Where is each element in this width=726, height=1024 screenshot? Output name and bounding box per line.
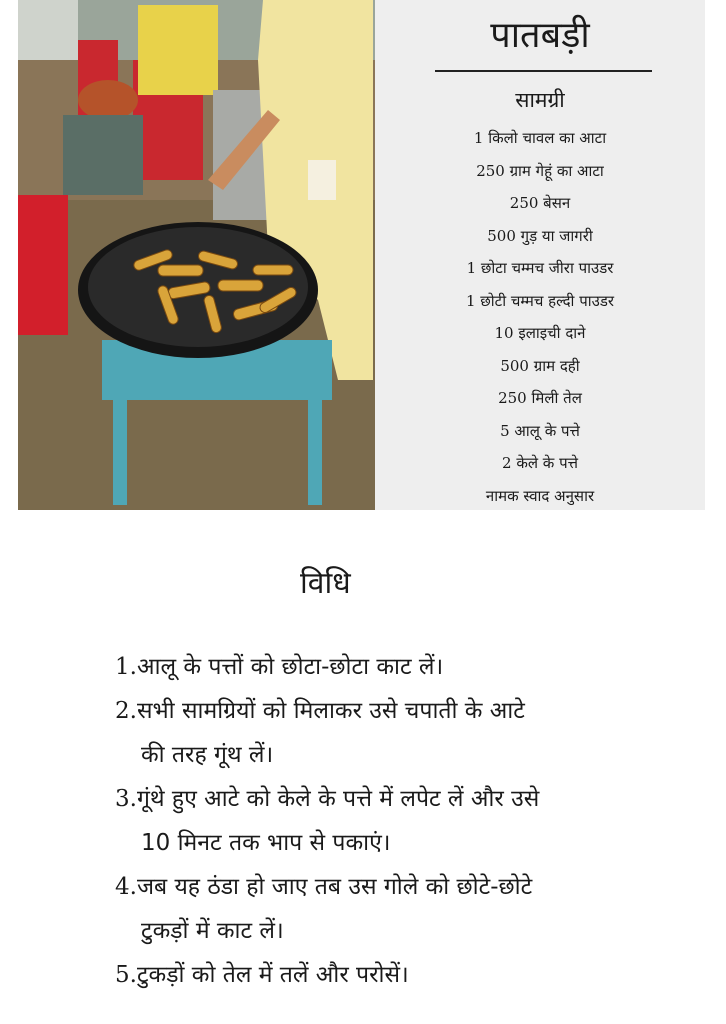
ingredient-item: 1 छोटा चम्मच जीरा पाउडर: [466, 259, 614, 277]
ingredient-item: 10 इलाइची दाने: [494, 324, 586, 342]
step-continuation: टुकड़ों में काट लें।: [141, 918, 284, 944]
ingredient-item: 2 केले के पत्ते: [502, 454, 578, 472]
ingredient-item: 5 आलू के पत्ते: [500, 421, 580, 440]
method-heading: विधि: [300, 566, 351, 601]
ingredients-heading: सामग्री: [515, 88, 565, 112]
method-step: [115, 777, 675, 821]
step-continuation: 10 मिनट तक भाप से पकाएं।: [141, 830, 391, 856]
step-continuation: की तरह गूंथ लें।: [141, 742, 274, 768]
step-number: 1.: [115, 654, 137, 680]
method-step: [115, 953, 675, 997]
recipe-photo: [18, 0, 375, 510]
ingredient-item: 500 ग्राम दही: [500, 356, 580, 375]
ingredient-item: 1 किलो चावल का आटा: [473, 129, 607, 147]
step-number: 3.: [115, 786, 137, 812]
ingredient-item: 500 गुड़ या जागरी: [487, 226, 593, 245]
ingredient-item: 250 बेसन: [509, 194, 571, 212]
ingredients-panel: [375, 0, 705, 510]
step-text: आलू के पत्तों को छोटा-छोटा काट लें।: [136, 654, 444, 680]
ingredient-item: 250 मिली तेल: [498, 389, 582, 407]
step-number: 5.: [115, 962, 137, 988]
method-step: [115, 645, 675, 689]
step-text: गूंथे हुए आटे को केले के पत्ते में लपेट लें और उसे: [136, 786, 540, 812]
ingredient-item: नामक स्वाद अनुसार: [485, 486, 595, 505]
step-number: 2.: [115, 698, 137, 724]
step-number: 4.: [115, 874, 137, 900]
method-steps: [115, 645, 675, 997]
ingredients-list: [375, 122, 705, 512]
step-text: सभी सामग्रियों को मिलाकर उसे चपाती के आटे: [136, 698, 525, 724]
ingredient-item: 250 ग्राम गेहूं का आटा: [476, 161, 604, 180]
step-text: टुकड़ों को तेल में तलें और परोसें।: [136, 962, 409, 988]
method-step: [115, 689, 675, 733]
frying-pan-photo: [18, 0, 375, 510]
title-divider: [435, 70, 652, 72]
step-text: जब यह ठंडा हो जाए तब उस गोले को छोटे-छोटे: [136, 874, 533, 900]
method-step: [115, 865, 675, 909]
recipe-title: पातबड़ी: [490, 15, 590, 56]
ingredient-item: 1 छोटी चम्मच हल्दी पाउडर: [465, 291, 615, 310]
